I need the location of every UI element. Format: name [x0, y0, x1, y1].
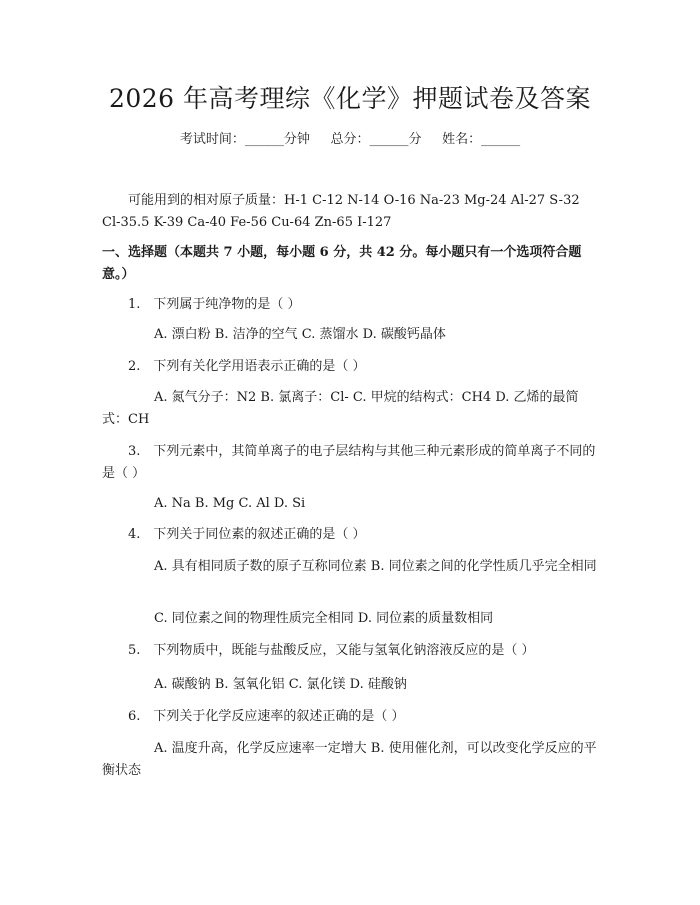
question-5-options: A. 碳酸钠 B. 氢氧化铝 C. 氯化镁 D. 硅酸钠 — [154, 677, 407, 692]
page-title: 2026 年高考理综《化学》押题试卷及答案 — [108, 84, 592, 113]
question-4-options-ab: A. 具有相同质子数的原子互称同位素 B. 同位素之间的化学性质几乎完全相同 — [154, 559, 597, 574]
question-6: 6. 下列关于化学反应速率的叙述正确的是（ ） — [128, 709, 405, 724]
question-3-options: A. Na B. Mg C. Al D. Si — [154, 496, 306, 511]
question-2-options: A. 氮气分子：N2 B. 氯离子：Cl- C. 甲烷的结构式：CH4 D. 乙烯的最简式：CH — [102, 390, 579, 427]
section-heading: 一、选择题（本题共 7 小题，每小题 6 分，共 42 分。每小题只有一个选项符合题意。） — [102, 245, 582, 282]
exam-info-line: 考试时间：______分钟 总分：______分 姓名：______ — [179, 132, 521, 147]
question-2: 2. 下列有关化学用语表示正确的是（ ） — [128, 359, 366, 374]
question-4: 4. 下列关于同位素的叙述正确的是（ ） — [128, 527, 366, 542]
question-1-options: A. 漂白粉 B. 洁净的空气 C. 蒸馏水 D. 碳酸钙晶体 — [154, 327, 446, 342]
atomic-mass-note: 可能用到的相对原子质量：H-1 C-12 N-14 O-16 Na-23 Mg-24 Al-27 S-32 Cl-35.5 K-39 Ca-40 Fe-56 Cu-64 Zn-65 I-127 — [102, 193, 580, 230]
question-5: 5. 下列物质中，既能与盐酸反应，又能与氢氧化钠溶液反应的是（ ） — [128, 643, 535, 658]
question-1: 1. 下列属于纯净物的是（ ） — [128, 297, 301, 312]
question-6-options-ab: A. 温度升高，化学反应速率一定增大 B. 使用催化剂，可以改变化学反应的平衡状态 — [102, 741, 597, 778]
question-4-options-cd: C. 同位素之间的物理性质完全相同 D. 同位素的质量数相同 — [154, 611, 494, 626]
question-3: 3. 下列元素中，其简单离子的电子层结构与其他三种元素形成的简单离子不同的是（ ） — [102, 444, 596, 481]
